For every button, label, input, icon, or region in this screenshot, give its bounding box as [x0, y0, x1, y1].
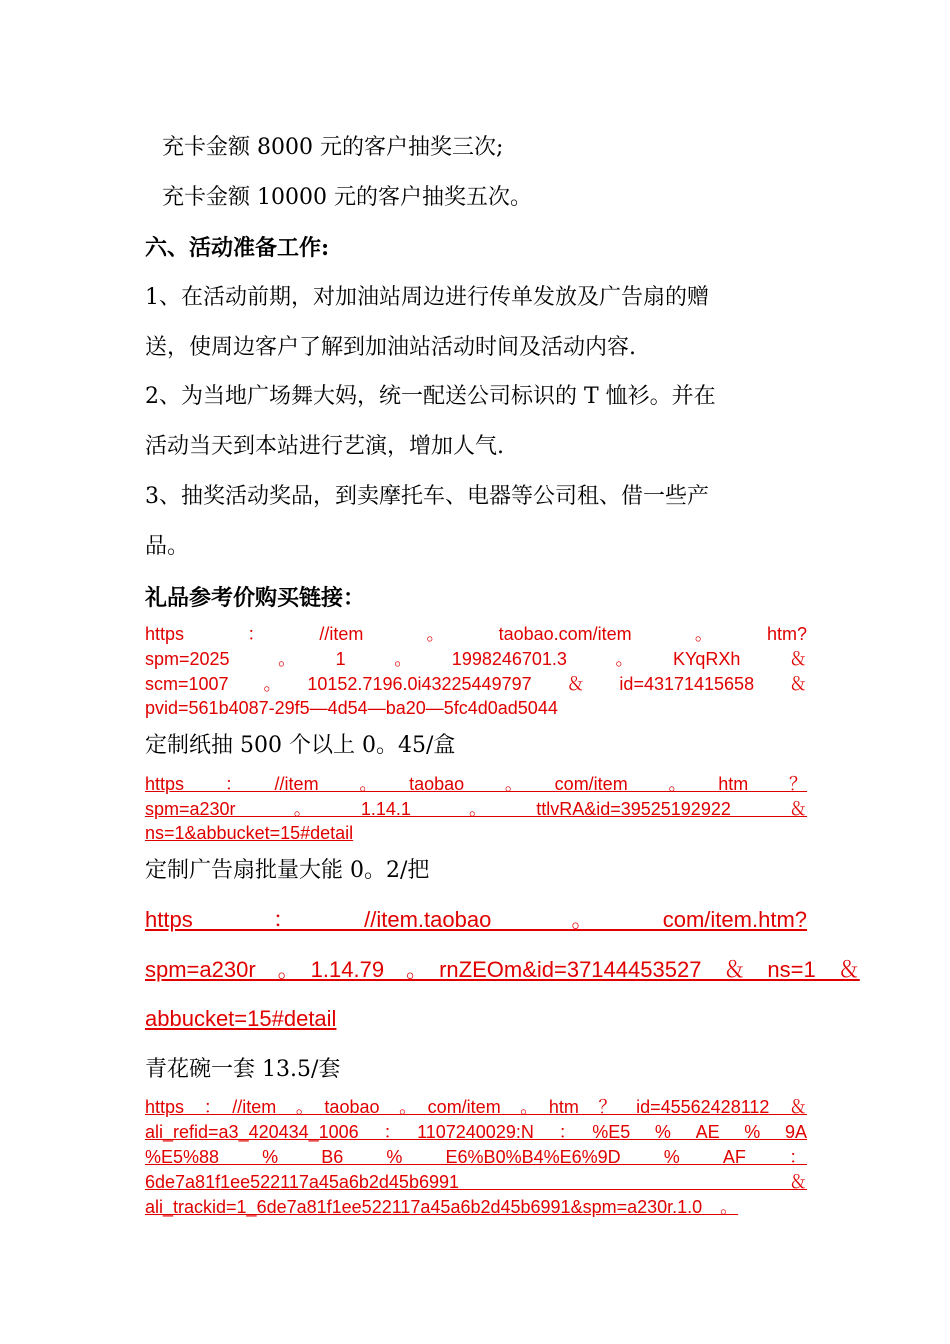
link-line[interactable]: ali_trackid=1_6de7a81f1ee522117a45a6b2d45b6991&spm=a230r.1.0 。 — [145, 1197, 739, 1217]
link-line[interactable]: ali_refid=a3_420434_1006 ： 1107240029:N ： %E5 % AE % 9A — [145, 1122, 807, 1142]
paragraph-line: 活动当天到本站进行艺演，增加人气. — [145, 434, 504, 459]
link-line[interactable]: spm=a230r 。 1.14.79 。 rnZEOm&id=37144453527 ＆ ns=1 ＆ — [145, 957, 860, 982]
link-line[interactable]: pvid=561b4087-29f5—4d54—ba20—5fc4d0ad5044 — [145, 698, 558, 718]
link-line[interactable]: spm=2025 。 1 。 1998246701.3 。 KYqRXh ＆ — [145, 649, 807, 669]
paragraph-line: 送，使周边客户了解到加油站活动时间及活动内容. — [145, 335, 636, 360]
link-line[interactable]: ns=1&abbucket=15#detail — [145, 823, 354, 843]
paragraph-line: 3、抽奖活动奖品，到卖摩托车、电器等公司租、借一些产 — [145, 484, 709, 509]
paragraph-line: 2、为当地广场舞大妈，统一配送公司标识的 T 恤衫。并在 — [145, 384, 716, 409]
section-heading: 礼品参考价购买链接： — [145, 585, 366, 611]
link-line[interactable]: scm=1007 。 10152.7196.0i43225449797 ＆ id=43171415658 ＆ — [145, 674, 807, 694]
paragraph-line: 充卡金额 8000 元的客户抽奖三次; — [162, 135, 504, 160]
link-line[interactable]: %E5%88 % B6 % E6%B0%B4%E6%9D % AF ： — [145, 1147, 807, 1167]
link-line[interactable]: 6de7a81f1ee522117a45a6b2d45b6991 ＆ — [145, 1172, 807, 1192]
link-line[interactable]: https ： //item.taobao 。 com/item.htm? — [145, 907, 807, 932]
link-line[interactable]: https ： //item 。 taobao 。 com/item 。 htm ？ — [145, 774, 807, 794]
link-line[interactable]: https ： //item 。 taobao 。 com/item 。 htm ？ id=45562428112 ＆ — [145, 1097, 807, 1117]
paragraph-line: 充卡金额 10000 元的客户抽奖五次。 — [162, 185, 532, 210]
link-line[interactable]: https ： //item 。 taobao.com/item 。 htm? — [145, 624, 807, 644]
item-label: 青花碗一套 13.5/套 — [145, 1057, 341, 1082]
section-heading: 六、活动准备工作: — [145, 235, 330, 261]
paragraph-line: 品。 — [145, 534, 190, 559]
item-label: 定制广告扇批量大能 0。2/把 — [145, 858, 430, 883]
link-line[interactable]: spm=a230r 。 1.14.1 。 ttlvRA&id=39525192922 ＆ — [145, 799, 807, 819]
item-label: 定制纸抽 500 个以上 0。45/盒 — [145, 733, 456, 758]
paragraph-line: 1、在活动前期，对加油站周边进行传单发放及广告扇的赠 — [145, 285, 709, 310]
link-line[interactable]: abbucket=15#detail — [145, 1006, 337, 1031]
